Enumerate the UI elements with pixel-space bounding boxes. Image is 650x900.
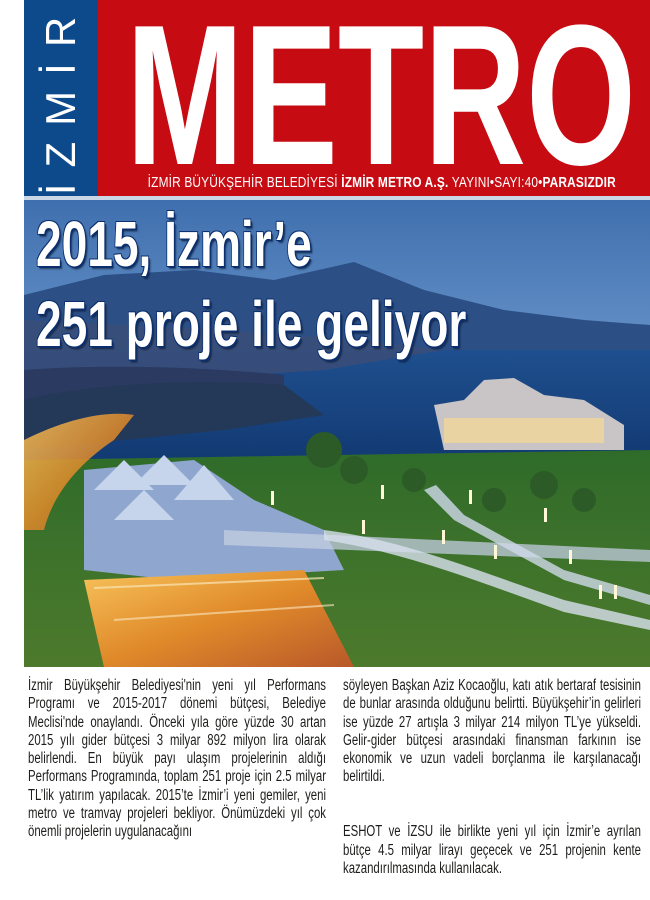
article-paragraph: İzmir Büyükşehir Belediyesi'nin yeni yıl Performans Programı ve 2015-2017 dönemi bütçesi, Belediye Meclisi'nde onaylandı. Önceki yıla göre yüzde 30 artan 2015 yılı gider bütçesi 3 milyar 892 milyon lira olarak belirlendi. En büyük payı ulaşım projelerinin aldığı Performans Programında, toplam 251 proje için 2.5 milyar TL’lik yatırım yapılacak. 2015’te İzmir’i yeni gemiler, yeni metro ve tramvay projeleri bekliyor. Önümüzdeki yıl çok önemli projelerin uygulanacağını <box>28 677 326 841</box>
side-label: İZMİR <box>37 0 84 196</box>
article-paragraph: ESHOT ve İZSU ile birlikte yeni yıl için İzmir’e ayrılan bütçe 4.5 milyar lirayı geçecek ve 251 projenin kente kazandırılmasında kullanılacak. <box>343 823 641 877</box>
headline-line-2: 251 proje ile geliyor <box>36 288 467 360</box>
tagline-company: İZMİR METRO A.Ş. <box>341 175 449 191</box>
article-paragraph: söyleyen Başkan Aziz Kocaoğlu, katı atık bertaraf tesisinin de bunlar arasında olduğunu belirtti. Büyükşehir’in gelirleri ise yüzde 27 artışla 3 milyar 214 milyon TL’ye yükseldi. Gelir-gider bütçesi arasındaki finansman farkının ise ekonomik ve uzun vadeli borçlanma ile karşılanacağı belirtildi. <box>343 677 641 786</box>
article-column-left <box>28 677 326 842</box>
masthead-side-band <box>24 0 98 196</box>
masthead-main-band <box>98 0 650 196</box>
tagline-issue: YAYINI•SAYI:40• <box>448 175 543 191</box>
logo-text: METRO <box>126 14 636 169</box>
article-column-right <box>343 677 641 878</box>
metro-logo <box>126 14 636 169</box>
cover-photo <box>24 200 650 667</box>
headline-line-1: 2015, İzmir’e <box>36 208 312 280</box>
masthead <box>24 0 650 196</box>
masthead-tagline <box>147 175 616 191</box>
tagline-publisher: İZMİR BÜYÜKŞEHİR BELEDİYESİ <box>147 175 342 191</box>
tagline-free: PARASIZDIR <box>542 175 616 191</box>
